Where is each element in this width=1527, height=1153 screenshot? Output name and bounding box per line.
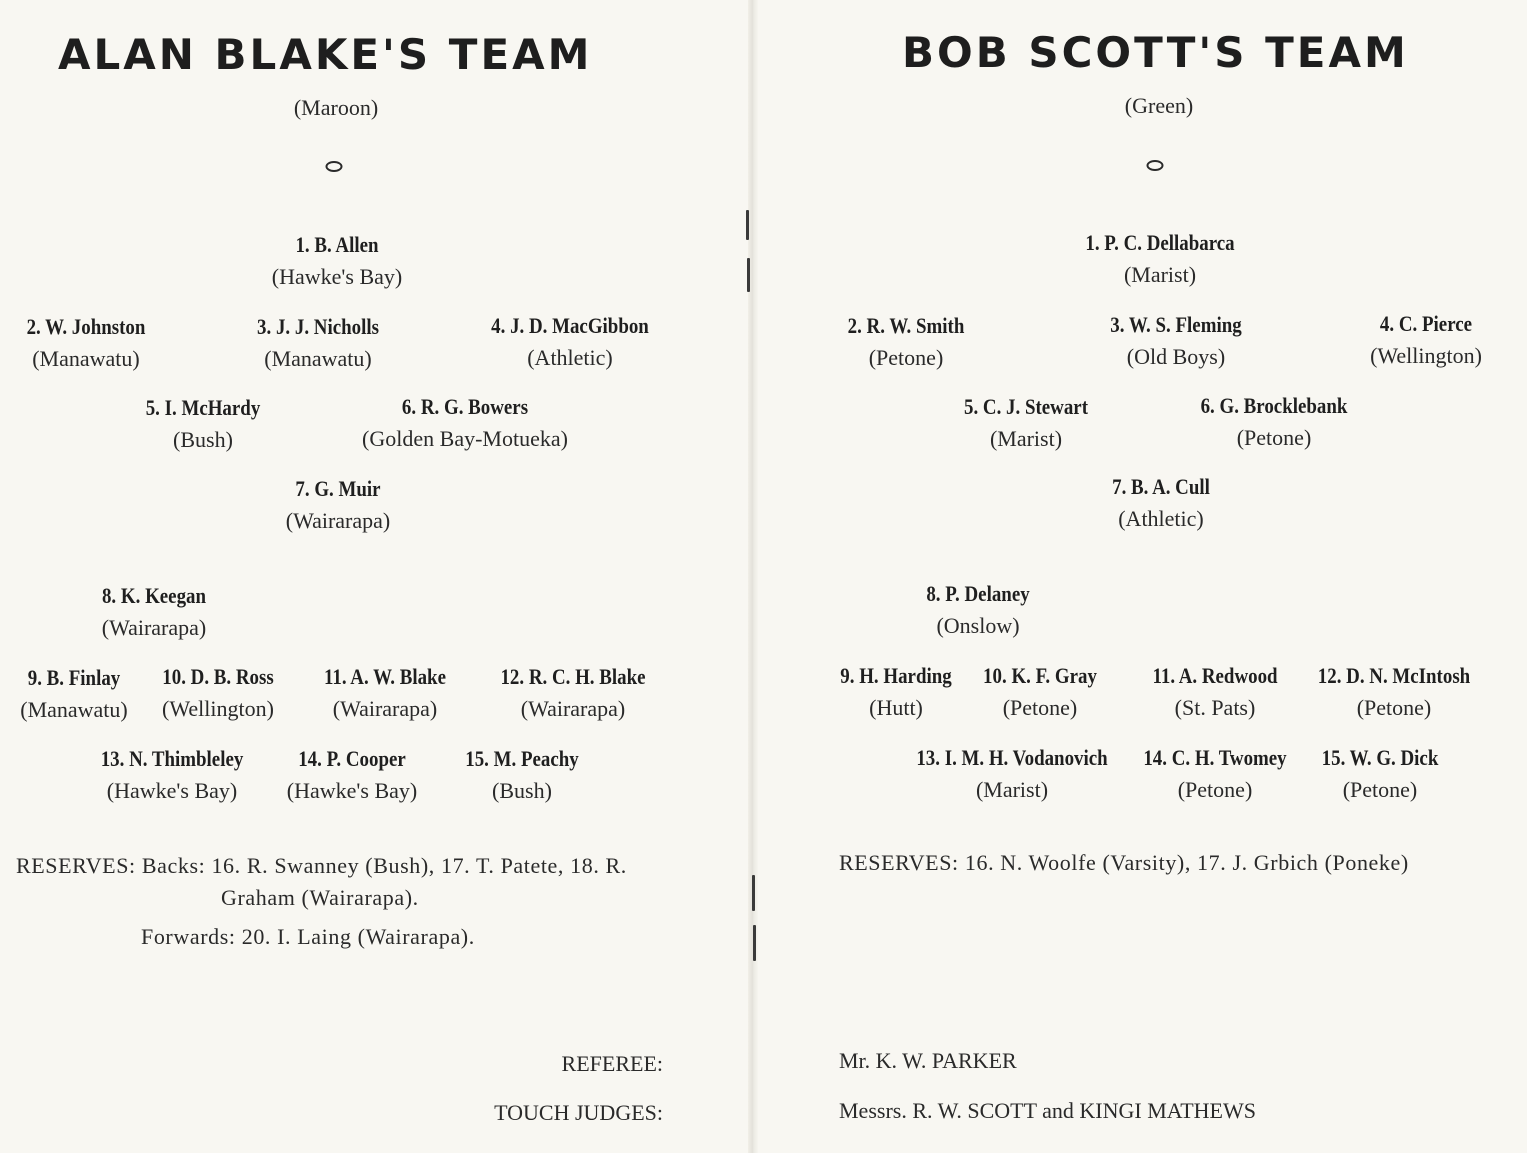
right-player-15	[1312, 745, 1448, 803]
player-club: (Marist)	[989, 426, 1063, 451]
left-player-7	[286, 476, 390, 534]
ornament-icon	[326, 161, 343, 172]
right-player-6	[1189, 393, 1360, 451]
right-player-14	[1132, 745, 1299, 803]
player-club: (Petone)	[868, 345, 944, 370]
referee-value: Mr. K. W. PARKER	[839, 1048, 1017, 1073]
player-name: 14. C. H. Twomey	[1143, 745, 1287, 770]
player-name: 3. W. S. Fleming	[1110, 312, 1242, 337]
player-name: 7. B. A. Cull	[1112, 474, 1210, 499]
left-player-4	[478, 313, 661, 371]
left-player-6	[362, 394, 568, 452]
right-player-12	[1305, 663, 1482, 721]
right-player-9	[831, 663, 961, 721]
right-player-8	[918, 581, 1038, 639]
staple-bottom	[752, 875, 755, 911]
referee-label: REFEREE:	[561, 1051, 663, 1076]
player-club: (Manawatu)	[32, 346, 140, 371]
touch-judges-value: Messrs. R. W. SCOTT and KINGI MATHEWS	[839, 1098, 1256, 1123]
player-club: (Petone)	[1236, 425, 1312, 450]
player-club: (Petone)	[1342, 777, 1418, 802]
player-club: (Wairarapa)	[285, 508, 391, 533]
left-player-13	[89, 746, 255, 804]
player-name: 2. R. W. Smith	[847, 313, 965, 338]
staple-top	[746, 210, 749, 240]
player-name: 9. B. Finlay	[27, 665, 121, 690]
left-team-page	[0, 0, 740, 1153]
left-player-12	[489, 664, 658, 722]
left-player-10	[153, 664, 283, 722]
right-player-10	[974, 663, 1106, 721]
player-club: (Onslow)	[936, 613, 1020, 638]
player-club: (Petone)	[1177, 777, 1253, 802]
player-name: 12. R. C. H. Blake	[500, 664, 646, 689]
right-player-7	[1104, 474, 1218, 532]
player-name: 15. W. G. Dick	[1321, 745, 1439, 770]
player-club: (Manawatu)	[264, 346, 372, 371]
right-player-11	[1142, 663, 1287, 721]
player-club: (Manawatu)	[20, 697, 128, 722]
right-player-3	[1100, 312, 1253, 370]
player-name: 8. K. Keegan	[101, 583, 207, 608]
player-club: (Bush)	[492, 778, 552, 803]
player-name: 2. W. Johnston	[26, 314, 146, 339]
left-player-14	[287, 746, 417, 804]
right-player-4	[1370, 311, 1482, 369]
player-name: 4. C. Pierce	[1379, 311, 1473, 336]
player-name: 15. M. Peachy	[465, 746, 579, 771]
staple-top-lower	[747, 258, 750, 292]
player-name: 13. N. Thimbleley	[100, 746, 244, 771]
player-name: 5. I. McHardy	[145, 395, 261, 420]
player-club: (Wairarapa)	[520, 696, 626, 721]
touch-judges-label: TOUCH JUDGES:	[494, 1100, 663, 1125]
left-player-1	[272, 232, 402, 290]
player-club: (Wairarapa)	[332, 696, 438, 721]
player-name: 10. K. F. Gray	[983, 663, 1097, 688]
player-club: (Petone)	[1356, 695, 1432, 720]
left-reserves-line-1: RESERVES: Backs: 16. R. Swanney (Bush), 17. T. Patete, 18. R.	[16, 853, 627, 878]
right-team-page	[760, 0, 1527, 1153]
player-club: (Marist)	[975, 777, 1049, 802]
right-player-13	[901, 745, 1124, 803]
player-club: (Wellington)	[162, 696, 274, 721]
player-name: 1. P. C. Dellabarca	[1085, 230, 1235, 255]
left-team-title: ALAN BLAKE'S TEAM	[58, 30, 593, 79]
staple-bottom-lower	[753, 925, 756, 961]
left-reserves-line-2: Graham (Wairarapa).	[221, 885, 419, 910]
right-team-colour: (Green)	[1124, 93, 1194, 118]
player-club: (Bush)	[173, 427, 233, 452]
left-player-2	[17, 314, 155, 372]
player-name: 11. A. W. Blake	[324, 664, 446, 689]
player-name: 11. A. Redwood	[1152, 663, 1278, 688]
right-reserves-line-1: RESERVES: 16. N. Woolfe (Varsity), 17. J. Grbich (Poneke)	[839, 850, 1409, 875]
player-name: 6. G. Brocklebank	[1200, 393, 1348, 418]
right-player-1	[1073, 230, 1247, 288]
player-name: 13. I. M. H. Vodanovich	[916, 745, 1108, 770]
player-name: 3. J. J. Nicholls	[257, 314, 379, 339]
ornament-icon	[1147, 160, 1164, 171]
left-player-3	[247, 314, 389, 372]
player-name: 9. H. Harding	[840, 663, 952, 688]
player-name: 12. D. N. McIntosh	[1317, 663, 1471, 688]
left-player-15	[456, 746, 588, 804]
player-name: 1. B. Allen	[295, 232, 379, 257]
player-name: 7. G. Muir	[295, 476, 381, 501]
player-club: (Hawke's Bay)	[271, 264, 403, 289]
player-name: 14. P. Cooper	[298, 746, 406, 771]
player-club: (Golden Bay-Motueka)	[362, 426, 568, 451]
player-club: (Athletic)	[527, 345, 613, 370]
player-club: (Hutt)	[869, 695, 923, 720]
player-club: (Wairarapa)	[101, 615, 207, 640]
page-spine	[748, 0, 758, 1153]
right-player-5	[954, 394, 1098, 452]
player-name: 4. J. D. MacGibbon	[491, 313, 649, 338]
player-club: (St. Pats)	[1174, 695, 1256, 720]
player-club: (Marist)	[1123, 262, 1197, 287]
player-club: (Wellington)	[1370, 343, 1482, 368]
player-name: 10. D. B. Ross	[162, 664, 274, 689]
left-player-9	[20, 665, 128, 723]
player-name: 5. C. J. Stewart	[963, 394, 1089, 419]
right-team-title: BOB SCOTT'S TEAM	[902, 28, 1409, 77]
player-club: (Hawke's Bay)	[286, 778, 418, 803]
player-club: (Athletic)	[1118, 506, 1204, 531]
player-name: 8. P. Delaney	[926, 581, 1030, 606]
player-name: 6. R. G. Bowers	[401, 394, 529, 419]
left-player-8	[94, 583, 215, 641]
right-player-2	[838, 313, 974, 371]
left-reserves-line-3: Forwards: 20. I. Laing (Wairarapa).	[141, 924, 475, 949]
left-team-colour: (Maroon)	[293, 95, 379, 120]
player-club: (Hawke's Bay)	[106, 778, 238, 803]
left-player-5	[136, 395, 269, 453]
player-club: (Old Boys)	[1126, 344, 1226, 369]
player-club: (Petone)	[1002, 695, 1078, 720]
left-player-11	[314, 664, 456, 722]
